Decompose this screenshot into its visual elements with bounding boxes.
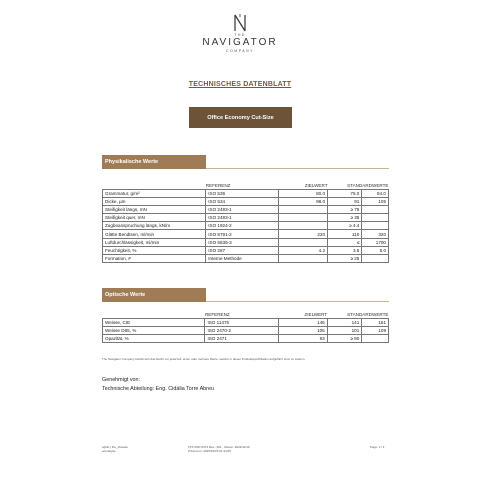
approval-signer: Technische Abteilung: Eng. Cidália Torre Abreu: [102, 385, 214, 392]
header-standardwerte: STANDARDWERTE: [347, 182, 389, 188]
footer-right: [370, 445, 385, 449]
parameter-name: Weisse D65, %: [103, 327, 205, 335]
standard-value-max: [362, 214, 389, 222]
product-name-box: [189, 107, 292, 128]
standard-value-max: 320: [362, 230, 389, 238]
parameter-name: Steifigkeit längs, mN: [103, 206, 206, 214]
footer-left-line2: ecnnagcle: [102, 449, 116, 453]
standard-value-min: ≥ 4.4: [328, 222, 362, 230]
parameter-name: Grammatur, g/m²: [103, 190, 206, 198]
header-standardwerte: STANDARDWERTE: [347, 311, 389, 317]
standard-value-max: 1700: [362, 238, 389, 246]
parameter-name: Dicke, µm: [103, 198, 206, 206]
standard-value-min: ≥ 90: [327, 335, 362, 343]
table-row: [103, 319, 389, 327]
target-value: 146: [278, 319, 327, 327]
header-referenz: REFERENZ: [205, 182, 231, 188]
footer-printed-on: Printed on: 2025/01/29 01:44:05: [188, 449, 231, 453]
standard-value-min: ≥ 35: [328, 214, 362, 222]
parameter-name: Opazität, %: [103, 335, 205, 343]
section-title: Physikalische Werte: [102, 155, 206, 169]
target-value: 80.0: [279, 190, 328, 198]
header-parameter: [103, 310, 205, 319]
section-divider: [206, 168, 389, 169]
standard-value-min: 110: [328, 230, 362, 238]
target-value: [279, 254, 328, 262]
reference-standard: ISO 2493-1: [206, 206, 279, 214]
target-value: 105: [278, 327, 327, 335]
disclaimer-footnote: The Navigator Company behält sich das Recht vor jederzeit, einen oder mehrere Werte, welche in dieser Produktspezifikation aufgeführt sind, zu ändern.: [102, 357, 306, 361]
section-header: [102, 288, 389, 302]
physical-values-section: [102, 155, 389, 263]
table-row: [103, 214, 389, 222]
standard-value-max: 151: [362, 319, 389, 327]
target-value: 93: [278, 335, 327, 343]
standard-value-min: 141: [327, 319, 362, 327]
header-referenz: REFERENZ: [204, 311, 230, 317]
reference-standard: ISO 1924-2: [206, 222, 279, 230]
footer-page-number: Page: 1 / 1: [370, 445, 385, 449]
optical-values-table: [102, 310, 389, 343]
header-parameter: [103, 181, 206, 190]
footer-left: [102, 445, 128, 453]
section-header: [102, 155, 389, 169]
standard-value-max: [362, 222, 389, 230]
reference-standard: ISO 287: [206, 246, 279, 254]
target-value: [279, 222, 328, 230]
reference-standard: ISO 5636-3: [206, 238, 279, 246]
reference-standard: ISO 8791-2: [206, 230, 279, 238]
standard-value-min: ≥ 75: [328, 206, 362, 214]
table-row: [103, 198, 389, 206]
standard-value-max: 109: [362, 327, 389, 335]
document-title: TECHNISCHES DATENBLATT: [188, 81, 292, 88]
header-zielwert: ZIELWERT: [304, 182, 328, 188]
table-header-row: [103, 181, 389, 190]
product-name: Office Economy Cut-Size: [207, 114, 274, 121]
parameter-name: Weisse, CIE: [103, 319, 205, 327]
table-header-row: [103, 310, 389, 319]
table-row: [103, 254, 389, 262]
parameter-name: Formation, #: [103, 254, 206, 262]
reference-standard: ISO 2471: [205, 335, 278, 343]
standard-value-max: [362, 206, 389, 214]
table-row: [103, 238, 389, 246]
reference-standard: ISO 2493-1: [206, 214, 279, 222]
reference-standard: ISO 11475: [205, 319, 278, 327]
standard-value-min: ≤: [328, 238, 362, 246]
parameter-name: Feuchtigkeit, %: [103, 246, 206, 254]
standard-value-min: 101: [327, 327, 362, 335]
standard-value-max: [362, 335, 389, 343]
section-title: Optische Werte: [102, 288, 206, 302]
navigator-logo-icon: [233, 14, 247, 32]
logo-name: NAVIGATOR: [202, 37, 278, 48]
table-row: [103, 246, 389, 254]
logo-sub-text: COMPANY: [226, 49, 254, 53]
table-row: [103, 327, 389, 335]
parameter-name: Steifigkeit quer, mN: [103, 214, 206, 222]
standard-value-max: 105: [362, 198, 389, 206]
optical-values-section: [102, 288, 389, 343]
standard-value-max: [362, 254, 389, 262]
target-value: [279, 214, 328, 222]
standard-value-min: 91: [328, 198, 362, 206]
table-row: [103, 335, 389, 343]
footer-left-line1: sgfdo | fhe_sfowefe: [102, 445, 128, 449]
target-value: 220: [279, 230, 328, 238]
target-value: 98.0: [279, 198, 328, 206]
standard-value-max: 5.0: [362, 246, 389, 254]
approval-block: [102, 376, 214, 393]
table-row: [103, 222, 389, 230]
standard-value-max: 84.0: [362, 190, 389, 198]
standard-value-min: 76.0: [328, 190, 362, 198]
standard-value-min: 3.5: [328, 246, 362, 254]
reference-standard: ISO 2470-2: [205, 327, 278, 335]
table-row: [103, 206, 389, 214]
footer-doc-ref: FTP-PAP-0473 Rev.: 001 · Datum: 2024/11/19: [188, 445, 250, 449]
parameter-name: Zugbeanspruchung längs, kN/m: [103, 222, 206, 230]
reference-standard: ISO 536: [206, 190, 279, 198]
footer-center: [188, 445, 250, 453]
physical-values-table: [102, 181, 389, 263]
logo-small-text: THE: [234, 33, 246, 37]
target-value: [279, 206, 328, 214]
parameter-name: Luftdurchlässigkeit, ml/min: [103, 238, 206, 246]
reference-standard: Interne Methode: [206, 254, 279, 262]
header-zielwert: ZIELWERT: [304, 311, 328, 317]
table-row: [103, 230, 389, 238]
company-logo: [0, 14, 480, 53]
target-value: 4.2: [279, 246, 328, 254]
table-row: [103, 190, 389, 198]
reference-standard: ISO 534: [206, 198, 279, 206]
standard-value-min: ≥ 25: [328, 254, 362, 262]
parameter-name: Glätte Bendtsen, ml/min: [103, 230, 206, 238]
target-value: [279, 238, 328, 246]
approval-label: Genehmigt von:: [102, 377, 141, 383]
section-divider: [206, 301, 389, 302]
